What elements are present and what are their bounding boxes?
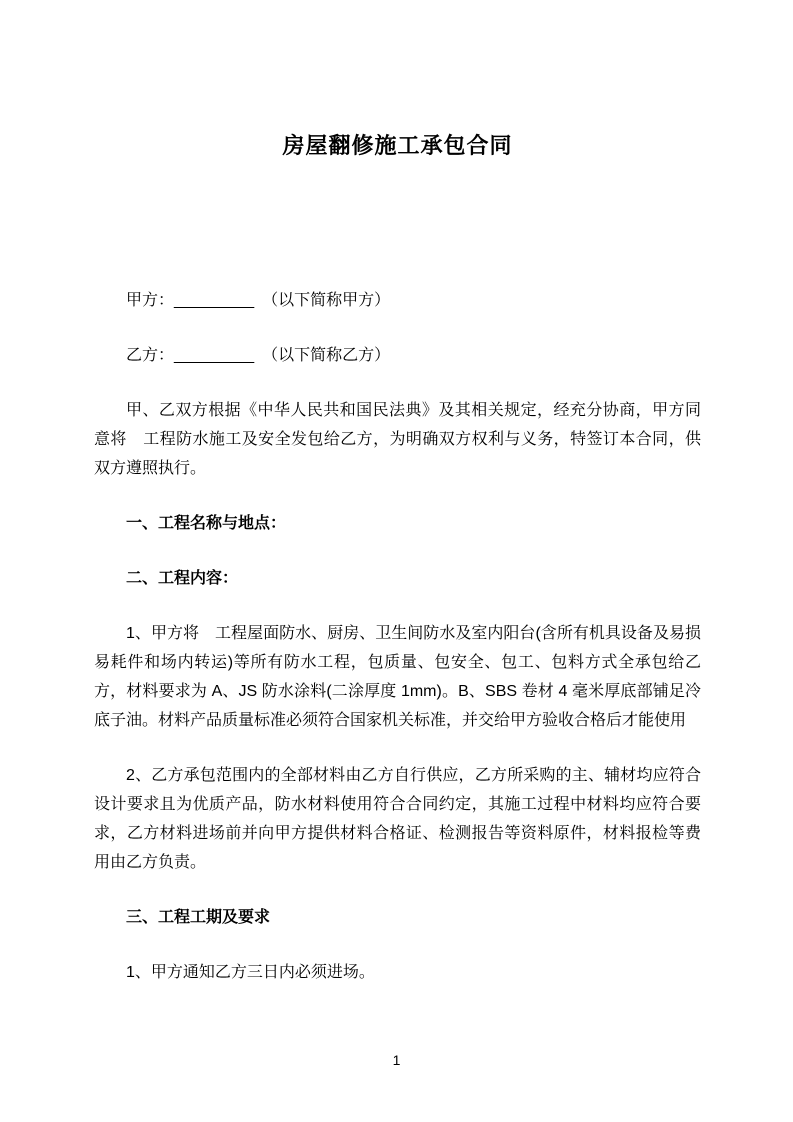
page-footer	[0, 1052, 793, 1070]
section-1-heading: 一、工程名称与地点：	[126, 515, 287, 532]
party-b-blank-line: 乙方：_________ （以下简称乙方）	[126, 347, 391, 364]
preamble-paragraph: 甲、乙双方根据《中华人民共和国民法典》及其相关规定，经充分协商，甲方同意将 工程防水施工及安全发包给乙方，为明确双方权利与义务，特签订本合同，供双方遵照执行。	[94, 402, 701, 477]
party-a-blank-line: 甲方：_________ （以下简称甲方）	[126, 292, 391, 309]
clause-2-1: 1、甲方将 工程屋面防水、厨房、卫生间防水及室内阳台(含所有机具设备及易损易耗件和场内转运)等所有防水工程，包质量、包安全、包工、包料方式全承包给乙方，材料要求为 A、JS 防水涂料(二涂厚度 1mm)。B、SBS 卷材 4 毫米厚底部铺足冷底子油。材料产品质量标准必须符合国家机关标准，并交给甲方验收合格后才能使用	[94, 625, 701, 729]
clause-3-1: 1、甲方通知乙方三日内必须进场。	[126, 964, 375, 981]
section-2-heading: 二、工程内容：	[126, 570, 239, 587]
clause-2-2: 2、乙方承包范围内的全部材料由乙方自行供应，乙方所采购的主、辅材均应符合设计要求且为优质产品，防水材料使用符合合同约定，其施工过程中材料均应符合要求，乙方材料进场前并向甲方提供材料合格证、检测报告等资料原件，材料报检等费用由乙方负责。	[94, 767, 701, 871]
section-3-heading: 三、工程工期及要求	[126, 909, 271, 926]
page-number: 1	[392, 1052, 401, 1068]
document-title: 房屋翻修施工承包合同	[282, 133, 513, 158]
